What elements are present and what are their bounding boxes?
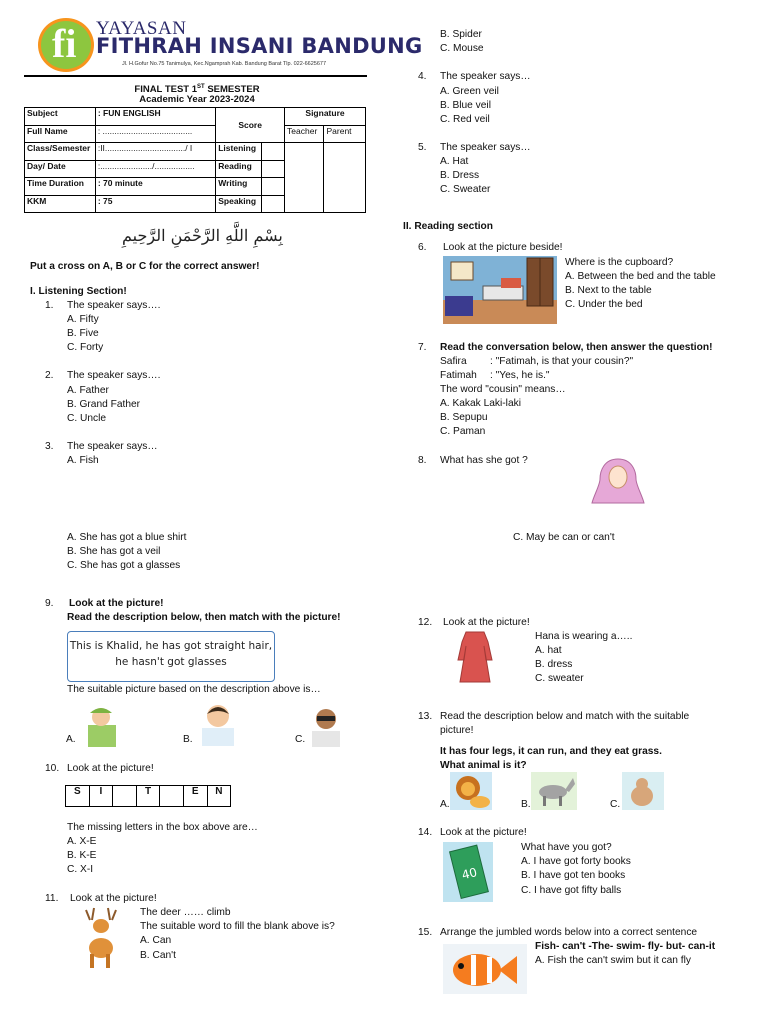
question-number: 6. (418, 242, 427, 253)
question-text: Look at the picture! (443, 617, 530, 628)
bismillah: بِسْمِ اللَّهِ الرَّحْمَنِ الرَّحِيمِ (122, 226, 283, 245)
question-number: 7. (418, 342, 427, 353)
letter-box: S (65, 785, 90, 807)
question-text: Read the conversation below, then answer the question! (440, 342, 713, 353)
test-title: FINAL TEST 1ST SEMESTER (134, 84, 260, 96)
teacher-header: Teacher (285, 125, 324, 143)
info-label: Class/Semester (25, 143, 96, 161)
deer-picture (78, 906, 124, 970)
question-number: 8. (418, 455, 427, 466)
question-subtext: Read the description below, then match with the picture! (67, 612, 341, 623)
signature-header: Signature (285, 108, 366, 126)
question-text: The missing letters in the box above are… (67, 822, 258, 833)
child-hat-picture (80, 703, 122, 747)
option-c[interactable]: C. sweater (535, 673, 584, 684)
option-c[interactable]: C. Mouse (440, 43, 484, 54)
date-field[interactable]: :....................../................. (95, 160, 215, 178)
skill-score (261, 178, 284, 196)
stray-option: C. May be can or can't (513, 532, 615, 543)
option-b[interactable]: B. dress (535, 659, 573, 670)
question-text: Look at the picture! (70, 893, 157, 904)
question-text: The speaker says… (67, 441, 158, 452)
question-text: Look at the picture! (440, 827, 527, 838)
skill-label: Speaking (216, 195, 262, 213)
book-picture (443, 842, 493, 902)
description: What animal is it? (440, 760, 527, 771)
question-text: Arrange the jumbled words below into a correct sentence (440, 927, 698, 938)
skill-score (261, 143, 284, 161)
question-text: The speaker says… (440, 71, 531, 82)
skill-label: Listening (216, 143, 262, 161)
question-text: The word "cousin" means… (440, 384, 566, 395)
org-line1: YAYASAN (96, 18, 187, 39)
info-value: : FUN ENGLISH (95, 108, 215, 126)
option-b[interactable]: B. I have got ten books (521, 870, 626, 881)
option-c[interactable]: C. She has got a glasses (67, 560, 181, 571)
score-header: Score (216, 108, 285, 143)
option-b[interactable]: B. (183, 734, 193, 745)
option-b[interactable]: B. (521, 799, 531, 810)
bedroom-picture (443, 256, 557, 324)
option-c[interactable]: C. Forty (67, 342, 104, 353)
option-a[interactable]: A. Kakak Laki-laki (440, 398, 521, 409)
question-number: 12. (418, 617, 433, 628)
letter-box[interactable] (112, 785, 137, 807)
reading-heading: II. Reading section (403, 221, 494, 232)
option-b[interactable]: B. Next to the table (565, 285, 652, 296)
question-text: Hana is wearing a….. (535, 631, 633, 642)
question-text: Look at the picture! (67, 763, 154, 774)
question-text: picture! (440, 725, 474, 736)
question-number: 1. (45, 300, 54, 311)
option-b[interactable]: B. Spider (440, 29, 482, 40)
student-info-table (24, 107, 366, 213)
question-text: Look at the picture beside! (443, 242, 563, 253)
parent-signature-cell (324, 143, 366, 213)
org-line2: FITHRAH INSANI BANDUNG (96, 34, 423, 58)
boy-picture (196, 700, 240, 746)
option-b[interactable]: B. Blue veil (440, 100, 491, 111)
option-c[interactable]: C. I have got fifty balls (521, 885, 622, 896)
full-name-field[interactable]: : ...................................... (95, 125, 215, 143)
fish-picture (443, 944, 527, 994)
option-b[interactable]: B. She has got a veil (67, 546, 161, 557)
option-a[interactable]: A. (66, 734, 76, 745)
option-c[interactable]: C. (610, 799, 621, 810)
option-b[interactable]: B. Dress (440, 170, 480, 181)
description: It has four legs, it can run, and they eat grass. (440, 746, 662, 757)
question-number: 5. (418, 142, 427, 153)
question-number: 4. (418, 71, 427, 82)
info-value: : 75 (95, 195, 215, 213)
question-text: The speaker says… (440, 142, 531, 153)
school-address: Jl. H.Gofur No.75 Tanimulya, Kec.Ngamprah Kab. Bandung Barat Tlp. 022-6625677 (122, 61, 327, 67)
question-number: 10. (45, 763, 60, 774)
option-c[interactable]: C. (295, 734, 306, 745)
option-a[interactable]: A. hat (535, 645, 562, 656)
question-text: The speaker says…. (67, 300, 161, 311)
info-label: Time Duration (25, 178, 96, 196)
option-a[interactable]: A. Father (67, 385, 109, 396)
question-text: Look at the picture! (69, 598, 164, 609)
info-value: : 70 minute (95, 178, 215, 196)
option-a[interactable]: A. (440, 799, 450, 810)
option-b[interactable]: B. Sepupu (440, 412, 488, 423)
listening-heading: I. Listening Section! (30, 286, 127, 297)
dialog-speaker: Safira (440, 356, 467, 367)
option-a[interactable]: A. X-E (67, 836, 97, 847)
teacher-signature-cell (285, 143, 324, 213)
question-text: Read the description below and match with the suitable (440, 711, 690, 722)
option-c[interactable]: C. Uncle (67, 413, 107, 424)
question-number: 2. (45, 370, 54, 381)
description-line: he hasn't got glasses (115, 656, 227, 668)
option-b[interactable]: B. Grand Father (67, 399, 141, 410)
letter-box: T (136, 785, 161, 807)
girl-veil-picture (590, 455, 646, 505)
parent-header: Parent (324, 125, 366, 143)
option-c[interactable]: C. X-I (67, 864, 94, 875)
question-number: 14. (418, 827, 433, 838)
option-c[interactable]: C. Sweater (440, 184, 491, 195)
option-a[interactable]: A. I have got forty books (521, 856, 631, 867)
option-b[interactable]: B. Five (67, 328, 99, 339)
instruction: Put a cross on A, B or C for the correct answer! (30, 261, 260, 272)
option-a[interactable]: A. Between the bed and the table (565, 271, 716, 282)
question-text: The suitable word to fill the blank above is? (140, 921, 335, 932)
question-number: 9. (45, 598, 54, 609)
description-line: This is Khalid, he has got straight hair, (69, 640, 273, 652)
letter-box: N (207, 785, 232, 807)
option-c[interactable]: C. Paman (440, 426, 486, 437)
question-number: 13. (418, 711, 433, 722)
skill-label: Writing (216, 178, 262, 196)
letter-boxes (66, 785, 231, 807)
option-a[interactable]: A. Can (140, 935, 172, 946)
description-box (67, 631, 275, 682)
option-a[interactable]: A. Green veil (440, 86, 499, 97)
question-number: 15. (418, 927, 433, 938)
dialog-line: : "Yes, he is." (490, 370, 550, 381)
book-number: 40 (460, 865, 479, 883)
option-c[interactable]: C. Red veil (440, 114, 490, 125)
info-label: Day/ Date (25, 160, 96, 178)
question-text: The speaker says…. (67, 370, 161, 381)
boy-glasses-picture (308, 703, 344, 747)
jumbled-words: Fish- can't -The- swim- fly- but- can-it (535, 941, 716, 952)
logo-letter: fi (52, 21, 77, 66)
option-c[interactable]: C. Under the bed (565, 299, 643, 310)
dialog-speaker: Fatimah (440, 370, 477, 381)
class-field[interactable]: :II................................../ I (95, 143, 215, 161)
skill-label: Reading (216, 160, 262, 178)
skill-score (261, 195, 284, 213)
lion-picture (450, 772, 492, 810)
letter-box: E (183, 785, 208, 807)
info-label: Full Name (25, 125, 96, 143)
question-text: What have you got? (521, 842, 612, 853)
dress-picture (446, 630, 504, 684)
option-b[interactable]: B. Can't (140, 950, 176, 961)
option-a[interactable]: A. Fifty (67, 314, 99, 325)
letter-box[interactable] (159, 785, 184, 807)
option-b[interactable]: B. K-E (67, 850, 97, 861)
horse-picture (531, 772, 577, 810)
info-label: KKM (25, 195, 96, 213)
animal-picture (622, 772, 664, 810)
academic-year: Academic Year 2023-2024 (139, 94, 255, 105)
question-text: Where is the cupboard? (565, 257, 674, 268)
question-number: 11. (45, 893, 59, 904)
option-a[interactable]: A. Hat (440, 156, 469, 167)
question-text: What has she got ? (440, 455, 528, 466)
option-a[interactable]: A. Fish (67, 455, 99, 466)
dialog-line: : "Fatimah, is that your cousin?" (490, 356, 634, 367)
question-number: 3. (45, 441, 54, 452)
question-text: The suitable picture based on the description above is… (67, 684, 321, 695)
info-label: Subject (25, 108, 96, 126)
option-a[interactable]: A. She has got a blue shirt (67, 532, 187, 543)
header-divider (24, 75, 367, 77)
letter-box: I (89, 785, 114, 807)
skill-score (261, 160, 284, 178)
question-text: The deer …… climb (140, 907, 231, 918)
option-a[interactable]: A. Fish the can't swim but it can fly (535, 955, 691, 966)
